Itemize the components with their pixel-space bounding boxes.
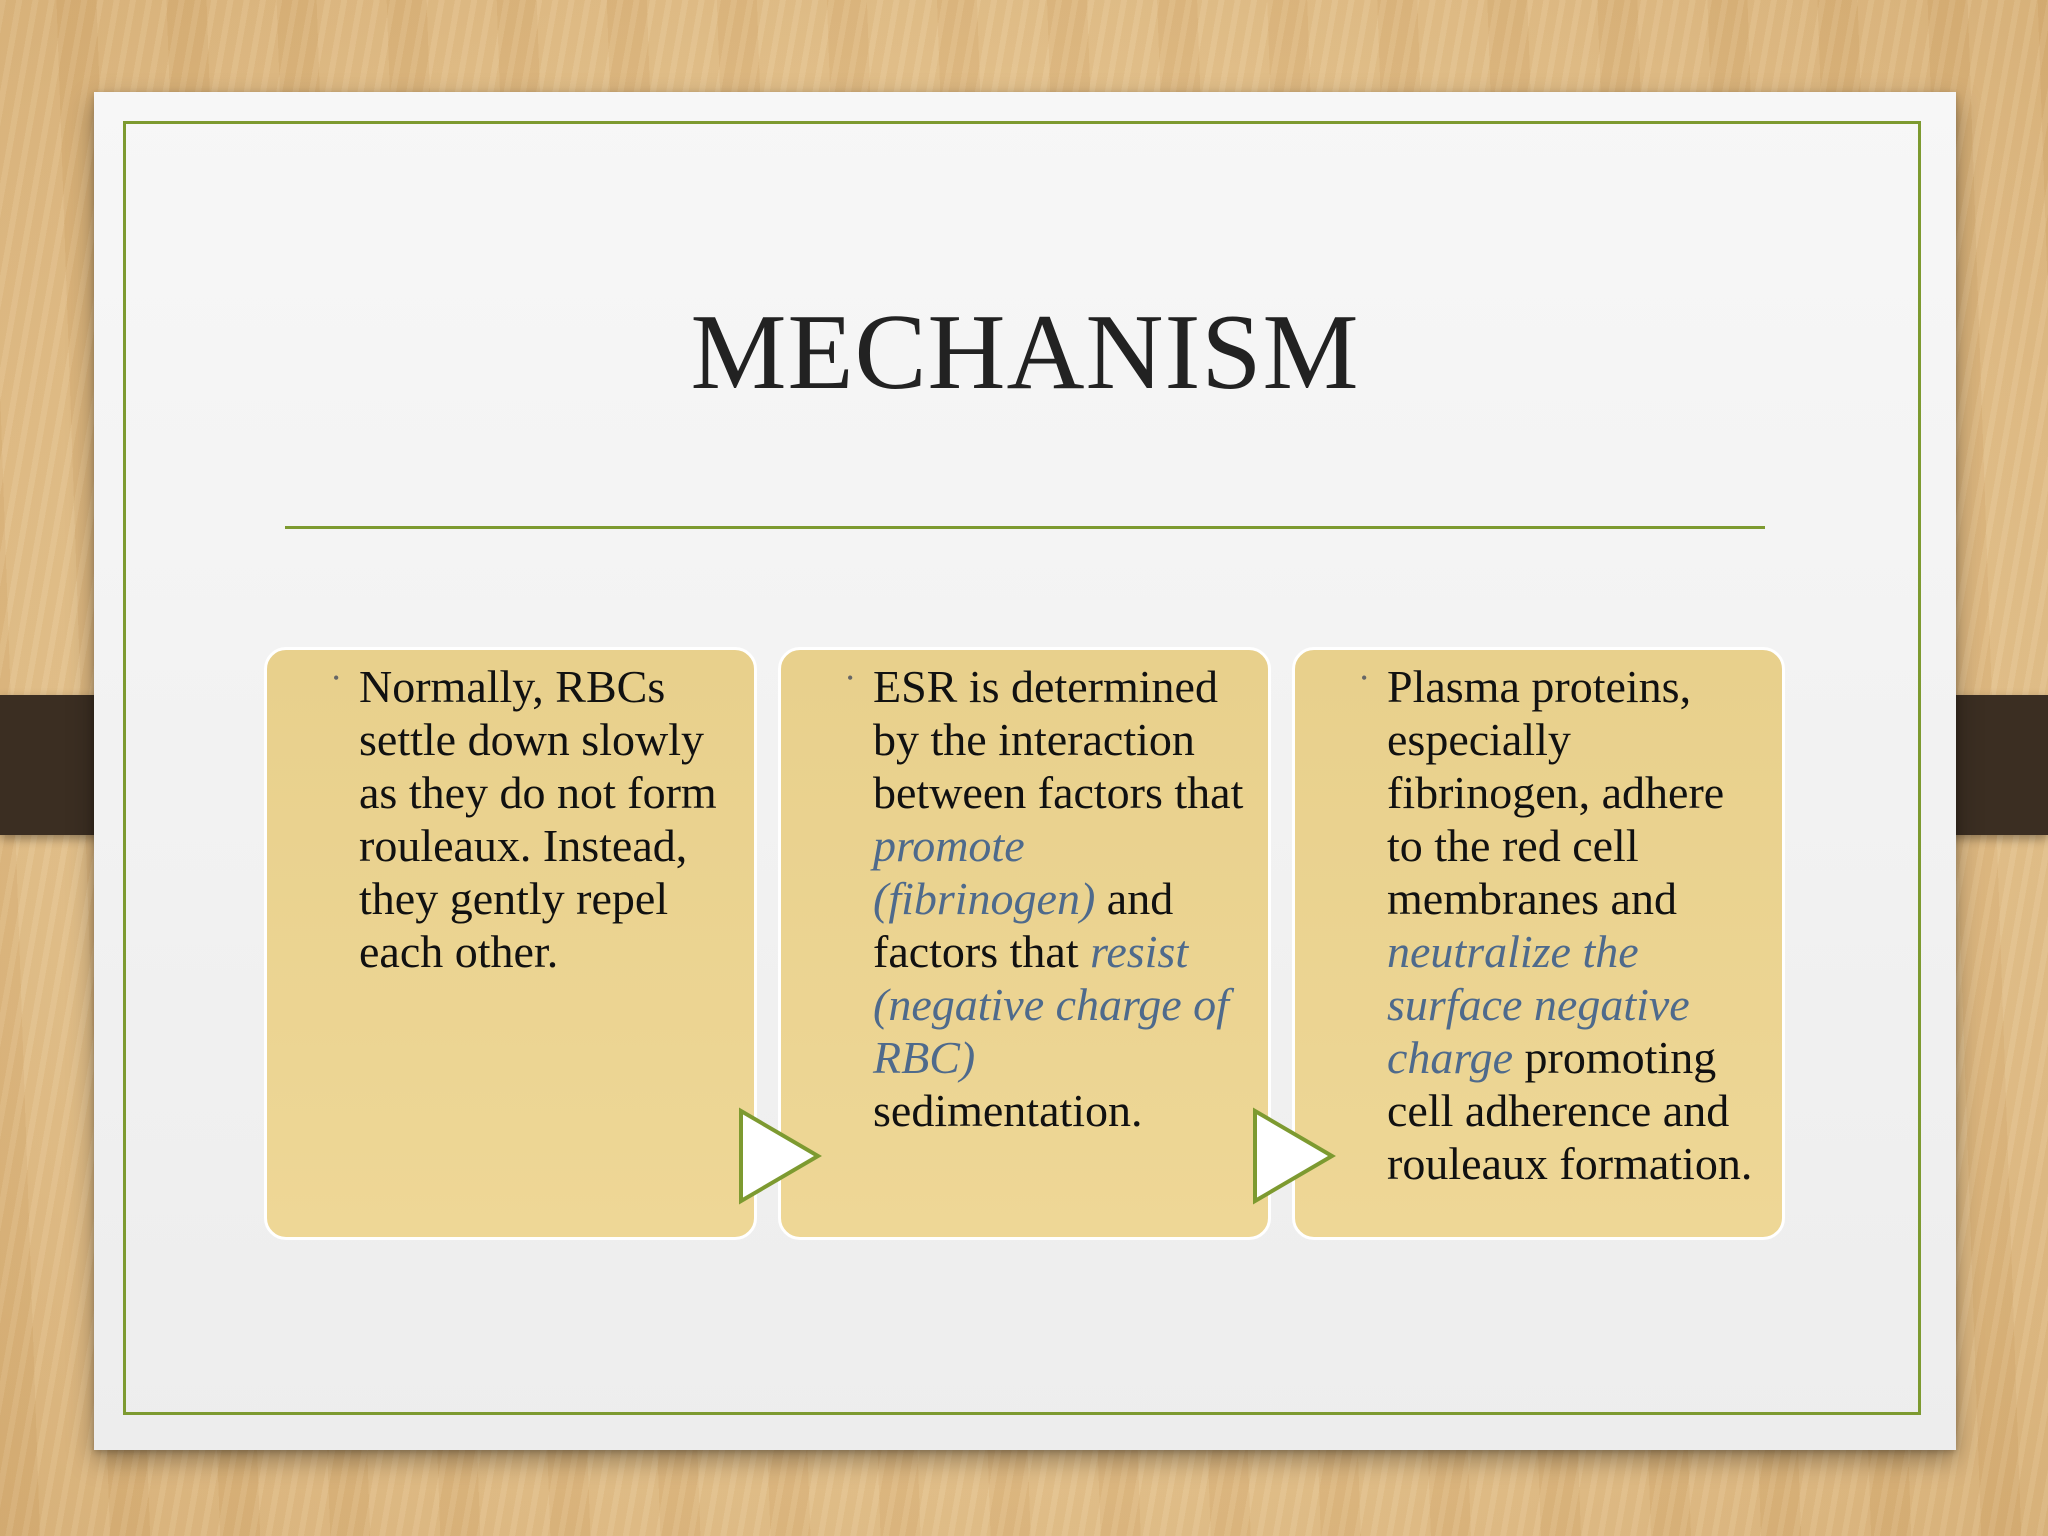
card-3-emphasis-neutralize: neutralize the surface negative charge [1387,926,1690,1083]
bullet-icon: • [1361,668,1368,688]
arrow-right-icon [1250,1106,1340,1206]
card-1-body: Normally, RBCs settle down slowly as they do not form rouleaux. Instead, they gently repel each other. [359,661,717,977]
card-3-text [1387,660,1762,1190]
card-2-emphasis-promote: promote (fibrinogen) [873,820,1096,924]
arrow-right-icon [736,1106,826,1206]
process-card-2 [778,647,1271,1240]
slide-title: MECHANISM [690,293,1360,412]
card-2-emphasis-resist: resist (negative charge of RBC) [873,926,1229,1083]
process-card-1 [264,647,757,1240]
card-3-text-part: Plasma proteins, especially fibrinogen, adhere to the red cell membranes and [1387,661,1725,924]
bullet-icon: • [847,668,854,688]
card-2-text-part: sedimentation. [873,1085,1143,1136]
card-3-text-part: promoting cell adherence and rouleaux formation. [1387,1032,1753,1189]
slide [94,92,1956,1450]
bullet-icon: • [333,668,340,688]
card-1-text [359,660,734,978]
card-2-text-part: ESR is determined by the interaction between factors that [873,661,1244,818]
title-divider [285,526,1765,529]
process-card-3 [1292,647,1785,1240]
card-2-text-part: and factors that [873,873,1174,977]
card-2-text [873,660,1248,1137]
